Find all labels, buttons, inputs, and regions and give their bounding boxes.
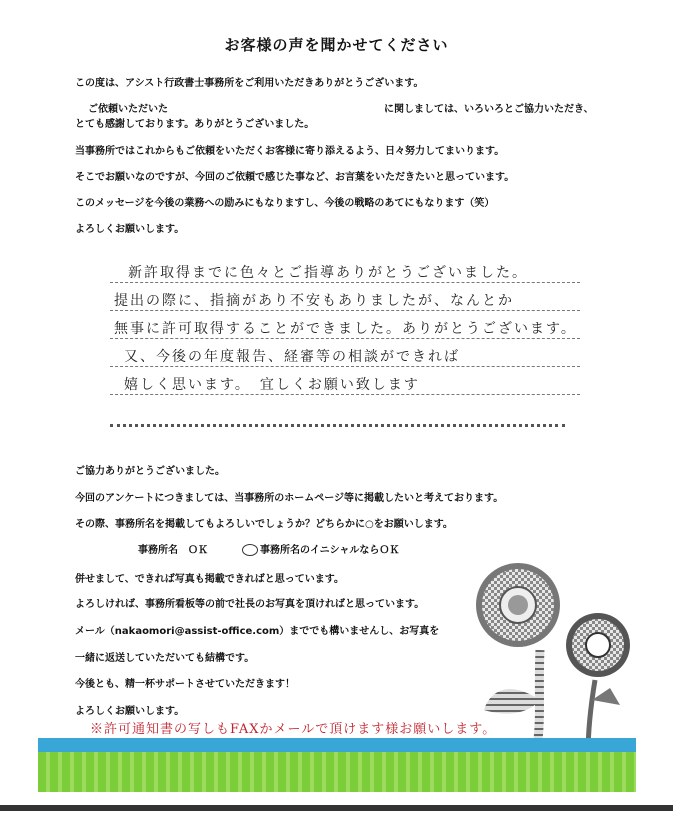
survey-text: 今回のアンケートにつきましては、当事務所のホームページ等に掲載したいと考えております。	[75, 493, 504, 504]
handwritten-line: 提出の際に、指摘があり不安もありましたが、なんとか	[114, 293, 514, 309]
green-band	[38, 752, 636, 792]
writing-line	[110, 366, 580, 367]
bottom-rule	[0, 805, 673, 811]
option-initials-label: 事務所名のイニシャルならＯＫ	[260, 545, 400, 556]
photo-text: 併せまして、できれば写真も掲載できればと思っています。	[75, 574, 344, 585]
page-title: お客様の声を聞かせてください	[224, 36, 449, 54]
mail-text: 一緒に返送していただいても結構です。	[75, 653, 255, 664]
intro-line: このメッセージを今後の業務への励みにもなりますし、今後の戦略のあてにもなります（笑）	[75, 198, 495, 209]
handwritten-line: 新許取得までに色々とご指導ありがとうございました。	[128, 265, 528, 281]
intro-line: ご依頼いただいた	[88, 104, 168, 115]
handwritten-line: 無事に許可取得することができました。ありがとうございます。	[114, 321, 577, 337]
option-initials	[242, 541, 399, 556]
writing-line	[110, 282, 580, 283]
writing-line	[110, 394, 580, 395]
blue-band	[38, 738, 636, 752]
intro-line: 当事務所ではこれからもご依頼をいただくお客様に寄り添えるよう、日々努力してまいります。	[75, 146, 505, 157]
support-text: 今後とも、精一杯サポートさせていただきます！	[75, 679, 295, 690]
handwritten-line: 又、今後の年度報告、経審等の相談ができれば	[124, 349, 460, 365]
intro-line: この度は、アシスト行政書士事務所をご利用いただきありがとうございます。	[75, 78, 424, 89]
divider	[110, 424, 565, 427]
writing-line	[110, 338, 580, 339]
mail-text: メール（nakaomori@assist-office.com）まででも構いませんし、お写真を	[75, 626, 440, 637]
flower-illustration	[470, 560, 645, 760]
intro-line: そこでお願いなのですが、今回のご依頼で感じた事など、お言葉をいただきたいと思っています。	[75, 172, 515, 183]
intro-line: に関しましては、いろいろとご協力いただき、	[384, 104, 594, 115]
photo-text: よろしければ、事務所看板等の前で社長のお写真を頂ければと思っています。	[75, 599, 425, 610]
handwritten-line: 嬉しく思います。 宜しくお願い致します	[124, 377, 420, 393]
option-company-name: 事務所名 ＯＫ	[138, 545, 208, 556]
regards-text: よろしくお願いします。	[75, 706, 185, 717]
intro-line: とても感謝しております。ありがとうございました。	[75, 119, 315, 130]
thanks-text: ご協力ありがとうございました。	[75, 466, 225, 477]
handwritten-note: ※許可通知書の写しもFAXかメールで頂けます様お願いします。	[90, 722, 497, 737]
writing-line	[110, 310, 580, 311]
intro-line: よろしくお願いします。	[75, 224, 185, 235]
ask-text: その際、事務所名を掲載してもよろしいでしょうか？どちらかに○をお願いします。	[75, 519, 453, 530]
circle-mark	[242, 544, 258, 556]
